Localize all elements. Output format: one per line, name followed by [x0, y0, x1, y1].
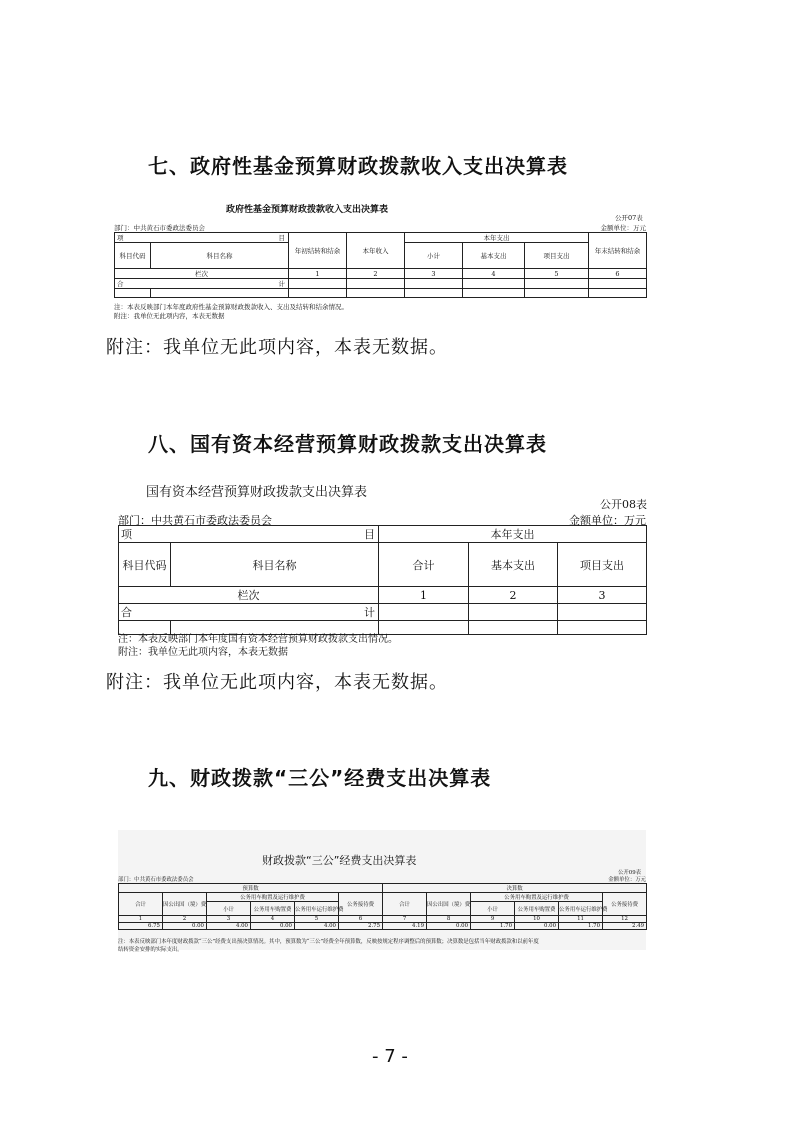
table-9-code: 公开09表: [618, 870, 642, 876]
table-9-budget-car-group: 公务用车购置及运行维护费: [207, 893, 339, 902]
table-9-budget-reception: 公务接待费: [339, 893, 383, 916]
table-9-budget-car-run: 公务用车运行维护费: [295, 902, 339, 916]
table-7-col-sub: 小计: [405, 243, 463, 269]
table-8-note-2: 附注：我单位无此项内容，本表无数据: [118, 647, 288, 658]
table-9-unit: 金额单位：万元: [608, 877, 646, 883]
table-7-lanci: 栏次: [115, 269, 289, 279]
table-7-note-2: 附注：我单位无此项内容，本表无数据: [114, 312, 225, 320]
table-9-final-reception: 公务接待费: [603, 893, 647, 916]
table-9-final-sub: 小计: [471, 902, 515, 916]
table-7-ke-name: 科目名称: [151, 243, 289, 269]
table-9-number-row: 1 2 3 4 5 6 7 8 9 10 11 12: [119, 916, 647, 923]
table-9-note-1: 注：本表反映部门本年度财政拨款“三公”经费支出预决算情况。其中，预算数为“三公”经费全年预算数，反映按规定程序调整后的预算数；决算数是包括当年财政拨款和以前年度: [118, 939, 539, 945]
table-7-code: 公开07表: [615, 214, 643, 222]
table-9-title: 财政拨款“三公”经费支出决算表: [262, 854, 417, 867]
table-7-ke-code: 科目代码: [115, 243, 151, 269]
table-9-value-row: 6.75 0.00 4.00 0.00 4.00 2.75 4.19 0.00 1.70 0.00 1.70 2.49: [119, 923, 647, 930]
table-9-budget-sub: 小计: [207, 902, 251, 916]
table-7-col-basic: 基本支出: [463, 243, 525, 269]
table-8-lanci: 栏次: [119, 587, 379, 604]
section-7-heading: 七、政府性基金预算财政拨款收入支出决算表: [148, 154, 568, 178]
table-7-col-project: 项目支出: [525, 243, 589, 269]
table-7: 项 目 年初结转和结余 本年收入 本年支出 年末结转和结余 科目代码 科目名称 小计 基本支出 项目支出 栏次 1 2 3 4 5 6 合 计: [114, 232, 647, 298]
page-number: - 7 -: [372, 1046, 408, 1067]
table-9-final-car-run: 公务用车运行维护费: [559, 902, 603, 916]
table-9: [118, 883, 647, 930]
section-7-annex: 附注：我单位无此项内容，本表无数据。: [106, 337, 448, 358]
table-9-budget-abroad: 因公出国（境）费: [163, 893, 207, 916]
table-8-code: 公开08表: [600, 498, 647, 511]
table-9-dept: 部门：中共黄石市委政法委员会: [118, 877, 194, 883]
table-7-unit: 金额单位：万元: [600, 224, 646, 232]
table-9-budget-total: 合计: [119, 893, 163, 916]
table-8-title: 国有资本经营预算财政拨款支出决算表: [146, 485, 368, 500]
table-8: 项 目 本年支出 科目代码 科目名称 合计 基本支出 项目支出 栏次 1 2 3 合 计: [118, 525, 647, 635]
section-9-heading: 九、财政拨款“三公”经费支出决算表: [148, 766, 492, 790]
table-7-col-end: 年末结转和结余: [589, 233, 647, 269]
table-9-final-total: 合计: [383, 893, 427, 916]
table-7-note-1: 注：本表反映部门本年度政府性基金预算财政拨款收入、支出及结转和结余情况。: [114, 303, 348, 311]
table-7-col-expense: 本年支出: [405, 233, 589, 243]
section-8-annex: 附注：我单位无此项内容，本表无数据。: [106, 672, 448, 693]
table-9-final-car-group: 公务用车购置及运行维护费: [471, 893, 603, 902]
table-9-budget-header: 预算数: [119, 884, 383, 893]
table-8-unit: 金额单位：万元: [569, 514, 646, 527]
table-7-dept: 部门：中共黄石市委政法委员会: [114, 224, 205, 232]
table-8-ke-name: 科目名称: [171, 543, 379, 587]
table-8-dept: 部门：中共黄石市委政法委员会: [118, 514, 272, 527]
table-9-note-2: 结转资金安排的实际支出。: [118, 947, 183, 953]
table-8-col-project: 项目支出: [558, 543, 647, 587]
table-8-col-year: 本年支出: [379, 526, 647, 543]
table-7-title: 政府性基金预算财政拨款收入支出决算表: [226, 205, 389, 215]
table-9-final-abroad: 因公出国（境）费: [427, 893, 471, 916]
table-9-final-header: 决算数: [383, 884, 647, 893]
table-7-total-row: 合 计: [115, 279, 289, 289]
table-8-col-basic: 基本支出: [469, 543, 558, 587]
table-7-col-income: 本年收入: [347, 233, 405, 269]
table-9-budget-car-buy: 公务用车购置费: [251, 902, 295, 916]
table-8-header-item: 项 目: [119, 526, 379, 543]
table-8-col-total: 合计: [379, 543, 469, 587]
table-8-ke-code: 科目代码: [119, 543, 171, 587]
section-8-heading: 八、国有资本经营预算财政拨款支出决算表: [148, 432, 547, 456]
table-7-header-item: 项 目: [115, 233, 289, 243]
table-9-final-car-buy: 公务用车购置费: [515, 902, 559, 916]
table-7-col-begin: 年初结转和结余: [289, 233, 347, 269]
table-8-total-row: 合 计: [119, 604, 379, 621]
table-8-note-1: 注：本表反映部门本年度国有资本经营预算财政拨款支出情况。: [118, 634, 398, 645]
